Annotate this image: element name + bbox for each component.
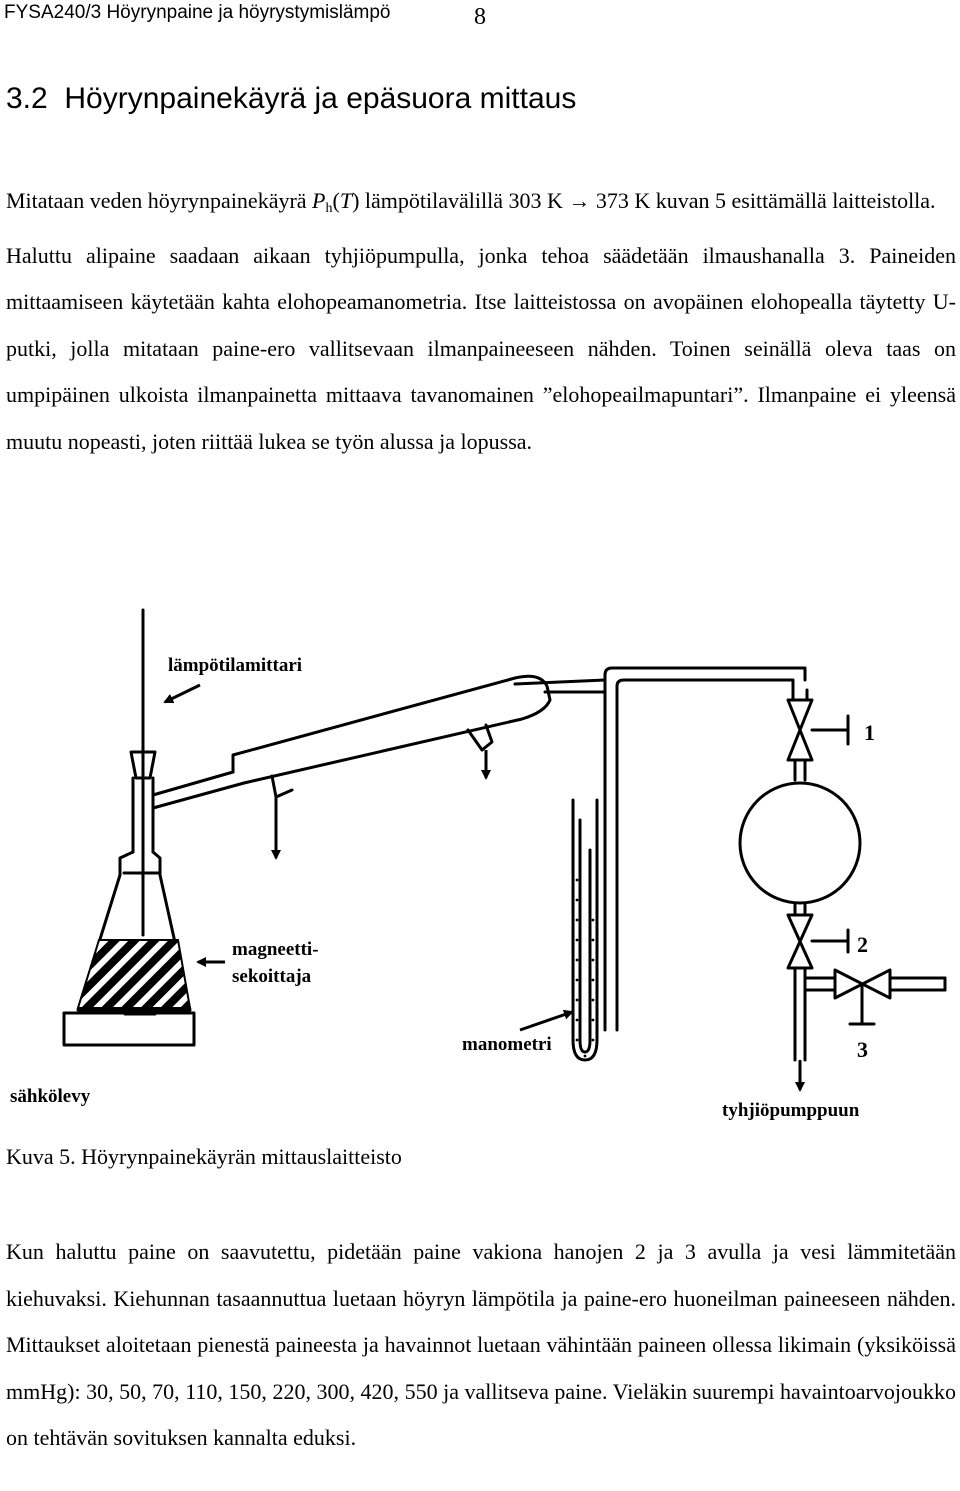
apparatus-diagram xyxy=(0,600,960,1140)
label-thermometer: lämpötilamittari xyxy=(168,655,303,676)
label-valve-3: 3 xyxy=(857,1037,868,1062)
section-title: Höyrynpainekäyrä ja epäsuora mittaus xyxy=(64,82,577,115)
condenser xyxy=(233,676,550,783)
intro-first-sentence: Mitataan veden höyrynpainekäyrä $P_h(T)$ lämpötilavälillä 303 K → 373 K kuvan 5 esittämällä laitteistolla. xyxy=(6,188,936,216)
mercury-column xyxy=(576,879,595,1058)
valve-2 xyxy=(788,915,812,968)
valve-1 xyxy=(788,700,812,760)
closing-paragraph xyxy=(6,1229,956,1462)
label-manometer: manometri xyxy=(462,1034,552,1055)
section-heading xyxy=(6,82,576,116)
closing-text: Kun haluttu paine on saavutettu, pidetään paine vakiona hanojen 2 ja 3 avulla ja vesi lämmitetään kiehuvaksi. Kiehunnan tasaannuttua luetaan höyryn lämpötila ja paine-ero huoneilman paineeseen nähden. Mittaukset aloitetaan pienestä paineesta ja havainnot luetaan vähintään paineen ollessa likimain (yksiköissä mmHg): 30, 50, 70, 110, 150, 220, 300, 420, 550 ja vallitseva paine. Vieläkin suurempi havaintoarvojoukko on tehtävän sovituksen kannalta eduksi. xyxy=(6,1239,956,1450)
intro-sentences: Haluttu alipaine saadaan aikaan tyhjiöpumpulla, jonka tehoa säädetään ilmaushanalla 3. Paineiden mittaamiseen käytetään kahta elohopeamanometria. Itse laitteistossa on avopäinen elohopealla täytetty U-putki, jolla mitataan paine-ero vallitsevaan ilmanpaineeseen nähden. Toinen seinällä oleva taas on umpipäinen ulkoista ilmanpainetta mittaava tavanomainen ”elohopeailmapuntari”. Ilmanpaine ei yleensä muutu nopeasti, joten riittää lukea se työn alussa ja lopussa. xyxy=(6,242,956,454)
label-valve-2: 2 xyxy=(857,932,868,957)
reservoir-flask xyxy=(740,783,860,903)
running-header: FYSA240/3 Höyrynpaine ja höyrystymislämpö xyxy=(4,2,391,23)
figure-caption: Kuva 5. Höyrynpainekäyrän mittauslaitteisto xyxy=(6,1144,402,1169)
boiling-liquid xyxy=(78,940,190,1008)
section-number: 3.2 xyxy=(6,82,48,115)
label-hotplate: sähkölevy xyxy=(10,1086,91,1107)
intro-paragraph xyxy=(6,178,956,465)
label-stirrer-line2: sekoittaja xyxy=(232,966,312,987)
page-number: 8 xyxy=(474,4,486,30)
hot-plate xyxy=(64,1013,194,1045)
label-vacuum-pump: tyhjiöpumppuun xyxy=(722,1100,860,1121)
label-valve-1: 1 xyxy=(864,720,875,745)
label-stirrer-line1: magneetti- xyxy=(232,939,319,960)
